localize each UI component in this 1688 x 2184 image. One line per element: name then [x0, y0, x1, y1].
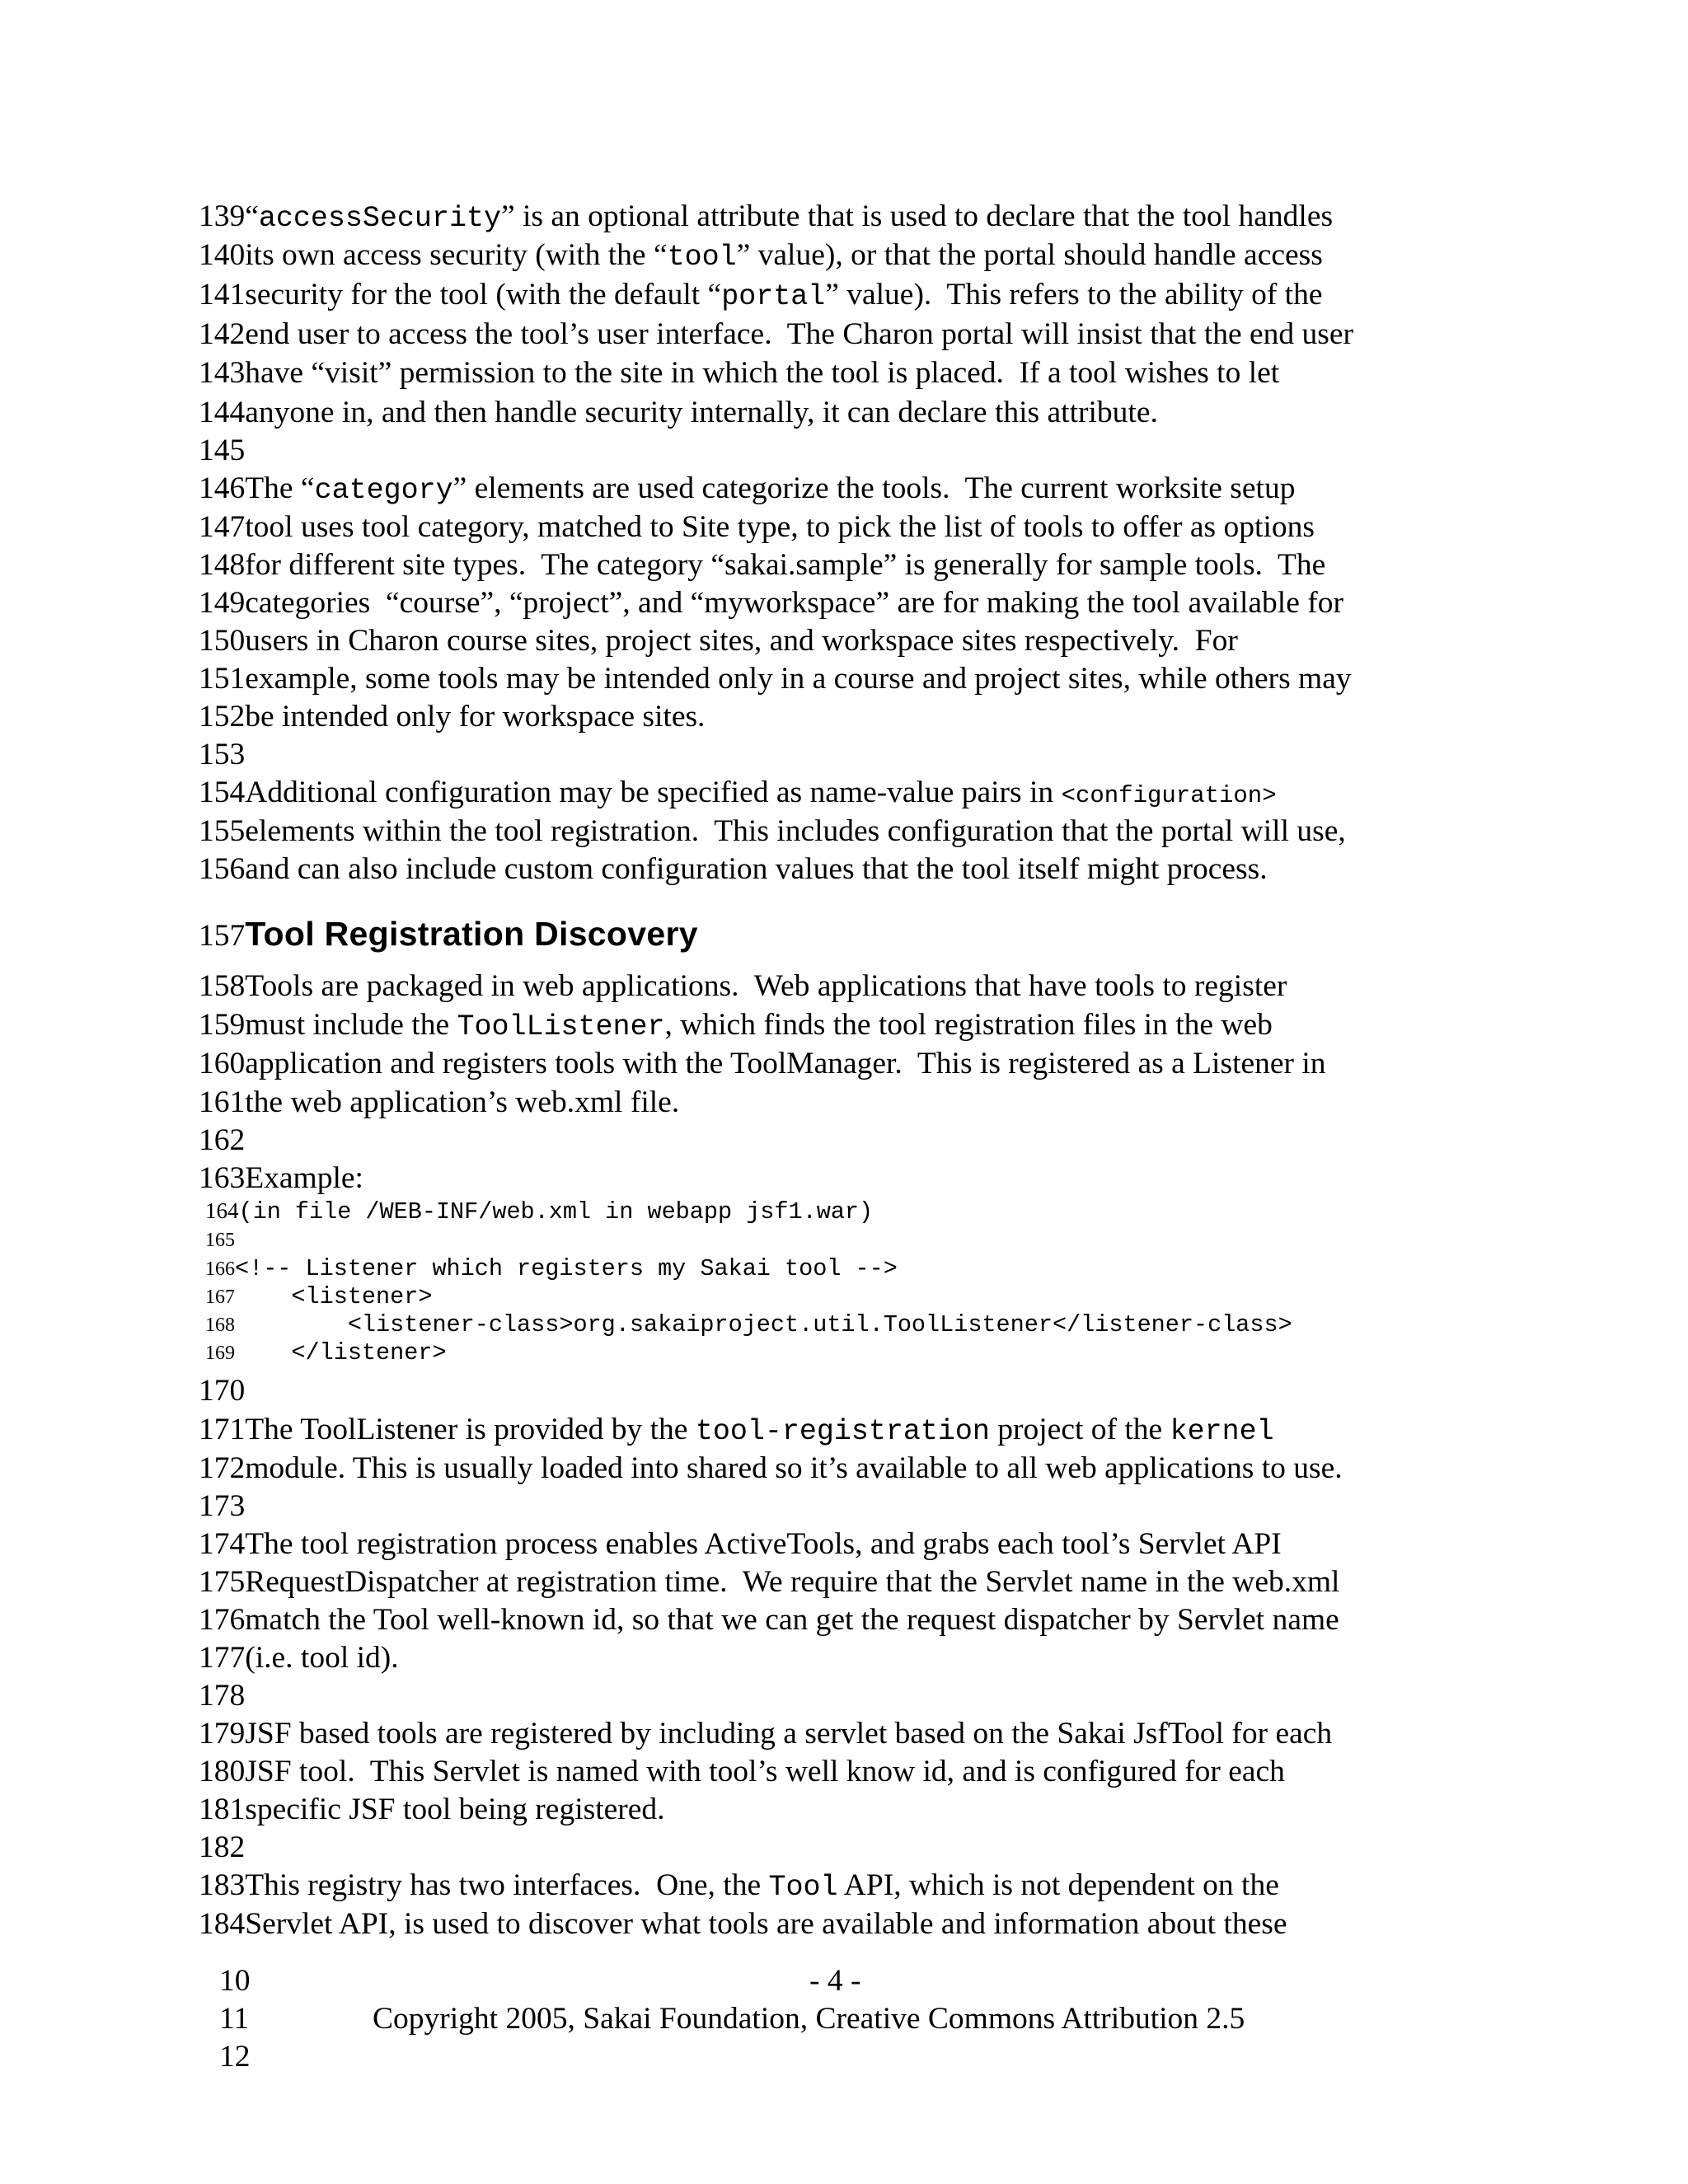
code-line-166: 166<!-- Listener which registers my Sakai tool -->	[205, 1255, 898, 1282]
text-line-158: 158Tools are packaged in web applications. Web applications that have tools to register	[199, 969, 1287, 1003]
line-number: 177	[199, 1641, 246, 1675]
text-line-181: 181specific JSF tool being registered.	[199, 1793, 665, 1826]
text-line-150: 150users in Charon course sites, project sites, and workspace sites respectively. For	[199, 624, 1238, 658]
text-line-173	[199, 1488, 245, 1526]
page-number: - 4 -	[809, 1964, 861, 1998]
line-number: 164	[205, 1198, 239, 1223]
line-number: 165	[205, 1230, 235, 1251]
code-line-169: 169 </listener>	[205, 1339, 447, 1366]
line-number: 153	[199, 738, 246, 771]
line-number: 146	[199, 471, 246, 505]
text-line-162	[199, 1122, 245, 1160]
line-number: 178	[199, 1679, 246, 1713]
line-number: 158	[199, 969, 246, 1003]
text-line-159: 159must include the ToolListener, which finds the tool registration files in the web	[199, 1008, 1273, 1043]
line-number: 157	[199, 919, 246, 953]
line-number: 168	[205, 1315, 235, 1336]
code-term: portal	[721, 280, 826, 313]
code-term: tool-registration	[695, 1415, 990, 1448]
line-number: 150	[199, 624, 246, 658]
text-line-170	[199, 1372, 245, 1410]
text-line-180: 180JSF tool. This Servlet is named with tool’s well know id, and is configured for each	[199, 1755, 1285, 1788]
text-line-153	[199, 736, 245, 774]
text-line-182	[199, 1829, 245, 1867]
line-number: 140	[199, 238, 246, 272]
text-line-155: 155elements within the tool registration. This includes configuration that the portal will use,	[199, 814, 1346, 848]
line-number: 148	[199, 548, 246, 582]
line-number: 160	[199, 1047, 246, 1080]
line-number: 149	[199, 586, 246, 620]
code-term: <configuration>	[1061, 782, 1277, 809]
text-line-140: 140its own access security (with the “tool” value), or that the portal should handle access	[199, 238, 1323, 274]
text-line-171: 171The ToolListener is provided by the tool-registration project of the kernel	[199, 1413, 1274, 1448]
section-heading	[199, 915, 698, 955]
line-number: 154	[199, 776, 246, 809]
text-line-152: 152be intended only for workspace sites.	[199, 700, 706, 733]
line-number: 161	[199, 1085, 246, 1119]
line-number: 171	[199, 1413, 246, 1446]
line-number: 166	[205, 1258, 235, 1280]
text-line-160: 160application and registers tools with the ToolManager. This is registered as a Listener in	[199, 1047, 1326, 1080]
line-number: 139	[199, 199, 246, 233]
code-term: tool	[667, 241, 737, 274]
line-number: 167	[205, 1286, 235, 1308]
line-number: 141	[199, 278, 246, 312]
line-number: 184	[199, 1907, 246, 1941]
text-line-151: 151example, some tools may be intended only in a course and project sites, while others may	[199, 662, 1352, 696]
line-number: 152	[199, 700, 246, 733]
text-line-144: 144anyone in, and then handle security internally, it can declare this attribute.	[199, 396, 1158, 429]
line-number: 182	[199, 1830, 246, 1864]
text-line-145	[199, 432, 245, 470]
text-line-177: 177(i.e. tool id).	[199, 1641, 399, 1675]
text-line-178	[199, 1677, 245, 1715]
text-line-143: 143have “visit” permission to the site in which the tool is placed. If a tool wishes to let	[199, 356, 1280, 390]
line-number: 180	[199, 1755, 246, 1788]
text-line-172: 172module. This is usually loaded into shared so it’s available to all web applications to use.	[199, 1451, 1343, 1485]
text-line-149: 149categories “course”, “project”, and “myworkspace” are for making the tool available for	[199, 586, 1343, 620]
line-number: 172	[199, 1451, 246, 1485]
line-number: 174	[199, 1527, 246, 1561]
line-number: 163	[199, 1161, 246, 1195]
copyright-notice: Copyright 2005, Sakai Foundation, Creative Commons Attribution 2.5	[373, 2002, 1245, 2036]
line-number: 159	[199, 1008, 246, 1042]
footer-line-number: 11	[219, 2002, 250, 2036]
line-number: 175	[199, 1565, 246, 1599]
line-number: 151	[199, 662, 246, 696]
section-title: Tool Registration Discovery	[245, 915, 698, 953]
line-number: 176	[199, 1603, 246, 1637]
line-number: 143	[199, 356, 246, 390]
code-line-164: 164(in file /WEB-INF/web.xml in webapp jsf1.war)	[205, 1198, 874, 1226]
text-line-141: 141security for the tool (with the default “portal” value). This refers to the ability of the	[199, 278, 1323, 313]
text-line-183: 183This registry has two interfaces. One, the Tool API, which is not dependent on the	[199, 1868, 1279, 1904]
code-term: ToolListener	[457, 1010, 665, 1043]
code-term: Tool	[768, 1871, 838, 1904]
line-number: 183	[199, 1868, 246, 1902]
line-number: 145	[199, 434, 246, 467]
code-line-167: 167 <listener>	[205, 1283, 433, 1310]
text-line-154: 154Additional configuration may be specified as name-value pairs in <configuration>	[199, 776, 1277, 809]
footer-line-number: 12	[219, 2040, 251, 2074]
line-number: 162	[199, 1123, 246, 1157]
text-line-146: 146The “category” elements are used categorize the tools. The current worksite setup	[199, 471, 1296, 507]
text-line-175: 175RequestDispatcher at registration time. We require that the Servlet name in the web.xml	[199, 1565, 1340, 1599]
line-number: 170	[199, 1374, 246, 1408]
code-term: category	[314, 474, 453, 507]
footer-line-number: 10	[219, 1964, 251, 1998]
text-line-184: 184Servlet API, is used to discover what tools are available and information about these	[199, 1907, 1287, 1941]
line-number: 169	[205, 1343, 235, 1364]
text-line-179: 179JSF based tools are registered by including a servlet based on the Sakai JsfTool for each	[199, 1717, 1333, 1750]
text-line-156: 156and can also include custom configuration values that the tool itself might process.	[199, 852, 1268, 886]
line-number: 181	[199, 1793, 246, 1826]
line-number: 179	[199, 1717, 246, 1750]
text-line-142: 142end user to access the tool’s user interface. The Charon portal will insist that the end user	[199, 317, 1354, 351]
line-number: 155	[199, 814, 246, 848]
text-line-163: 163Example:	[199, 1161, 363, 1195]
text-line-148: 148for different site types. The category “sakai.sample” is generally for sample tools. The	[199, 548, 1326, 582]
code-line-165	[205, 1226, 235, 1254]
code-term: accessSecurity	[258, 202, 501, 235]
text-line-139: 139“accessSecurity” is an optional attribute that is used to declare that the tool handles	[199, 199, 1334, 235]
line-number: 173	[199, 1489, 246, 1523]
text-line-174: 174The tool registration process enables ActiveTools, and grabs each tool’s Servlet API	[199, 1527, 1282, 1561]
line-number: 144	[199, 396, 246, 429]
code-line-168: 168 <listener-class>org.sakaiproject.util.ToolListener</listener-class>	[205, 1311, 1292, 1338]
text-line-161: 161the web application’s web.xml file.	[199, 1085, 680, 1119]
text-line-147: 147tool uses tool category, matched to Site type, to pick the list of tools to offer as options	[199, 510, 1315, 544]
code-term: kernel	[1170, 1415, 1274, 1448]
text-line-176: 176match the Tool well-known id, so that we can get the request dispatcher by Servlet name	[199, 1603, 1339, 1637]
line-number: 142	[199, 317, 246, 351]
line-number: 147	[199, 510, 246, 544]
line-number: 156	[199, 852, 246, 886]
